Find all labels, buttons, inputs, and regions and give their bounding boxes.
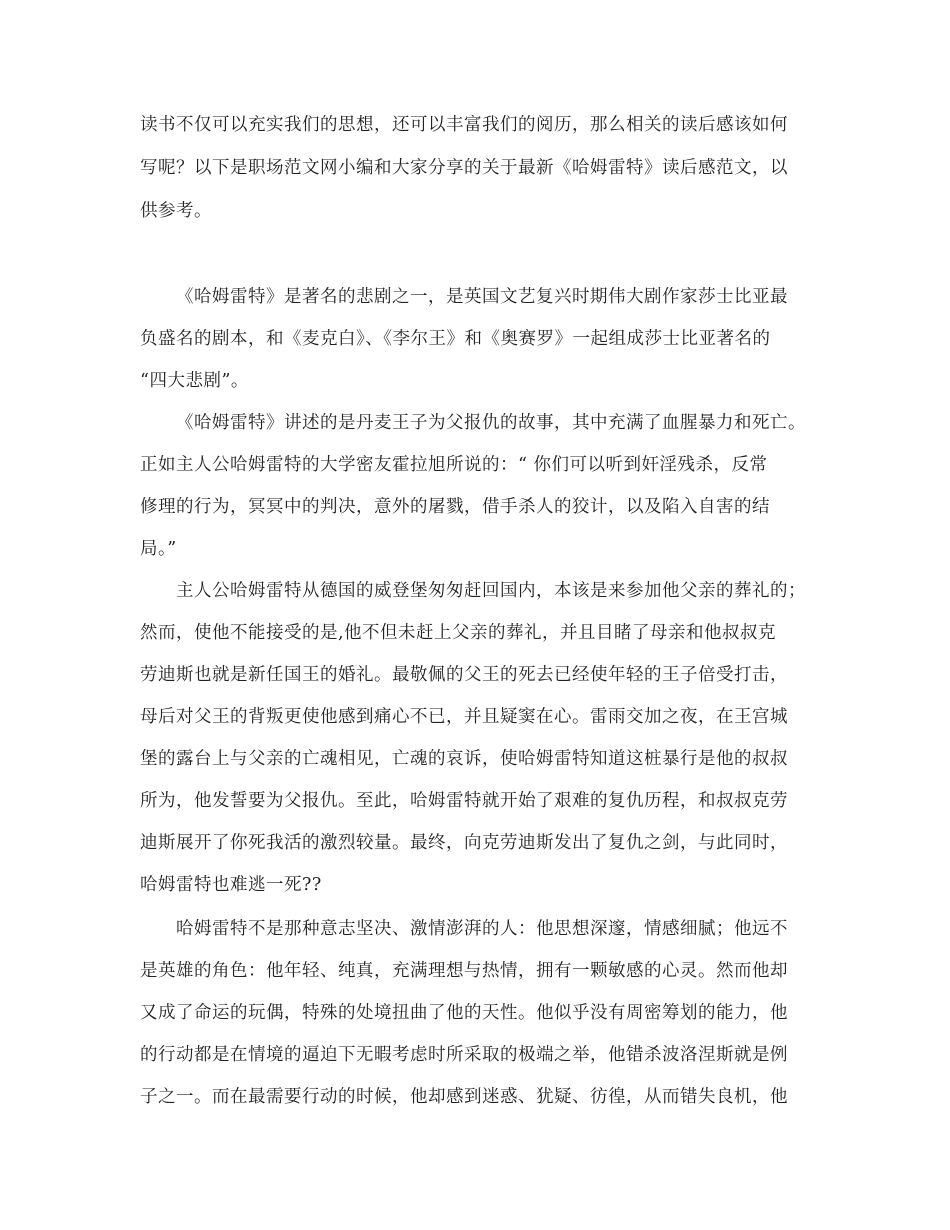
p2-line-3: 修理的行为，冥冥中的判决，意外的屠戮，借手杀人的狡计，以及陷入自害的结 (140, 497, 770, 517)
p3-line-2: 然而，使他不能接受的是,他不但未赶上父亲的葬礼，并且目睹了母亲和他叔叔克 (140, 623, 777, 643)
p1-line-2: 负盛名的剧本，和《麦克白》、《李尔王》和《奥赛罗》一起组成莎士比亚著名的 (140, 329, 771, 349)
p1-line-1: 《哈姆雷特》是著名的悲剧之一，是英国文艺复兴时期伟大剧作家莎士比亚最 (176, 287, 788, 307)
p1-line-3: “四大悲剧”。 (140, 371, 249, 391)
intro-line-1: 读书不仅可以充实我们的思想，还可以丰富我们的阅历，那么相关的读后感该如何 (140, 115, 788, 135)
p2-line-1: 《哈姆雷特》讲述的是丹麦王子为父报仇的故事，其中充满了血腥暴力和死亡。 (176, 413, 806, 433)
p4-line-3: 又成了命运的玩偶，特殊的处境扭曲了他的天性。他似乎没有周密筹划的能力，他 (140, 1003, 788, 1023)
p2-line-2: 正如主人公哈姆雷特的大学密友霍拉旭所说的：“ 你们可以听到奸淫残杀，反常 (140, 455, 768, 475)
p4-line-5: 子之一。而在最需要行动的时候，他却感到迷惑、犹疑、彷徨，从而错失良机，他 (140, 1087, 788, 1107)
p3-line-7: 迪斯展开了你死我活的激烈较量。最终，向克劳迪斯发出了复仇之剑，与此同时， (140, 833, 788, 853)
p4-line-1: 哈姆雷特不是那种意志坚决、激情澎湃的人：他思想深邃，情感细腻；他远不 (176, 919, 788, 939)
p3-line-5: 堡的露台上与父亲的亡魂相见，亡魂的哀诉，使哈姆雷特知道这桩暴行是他的叔叔 (140, 749, 788, 769)
p3-line-3: 劳迪斯也就是新任国王的婚礼。最敬佩的父王的死去已经使年轻的王子倍受打击， (140, 665, 788, 685)
p3-line-8: 哈姆雷特也难逃一死?? (140, 875, 322, 895)
p3-line-4: 母后对父王的背叛更使他感到痛心不已，并且疑窦在心。雷雨交加之夜，在王宫城 (140, 707, 788, 727)
p3-line-6: 所为，他发誓要为父报仇。至此，哈姆雷特就开始了艰难的复仇历程，和叔叔克劳 (140, 791, 788, 811)
p2-line-4: 局。” (140, 539, 177, 559)
p4-line-2: 是英雄的角色：他年轻、纯真，充满理想与热情，拥有一颗敏感的心灵。然而他却 (140, 961, 788, 981)
p3-line-1: 主人公哈姆雷特从德国的威登堡匆匆赶回国内，本该是来参加他父亲的葬礼的； (176, 581, 806, 601)
intro-line-3: 供参考。 (140, 201, 212, 221)
intro-line-2: 写呢？以下是职场范文网小编和大家分享的关于最新《哈姆雷特》读后感范文，以 (140, 158, 788, 178)
p4-line-4: 的行动都是在情境的逼迫下无暇考虑时所采取的极端之举，他错杀波洛涅斯就是例 (140, 1045, 788, 1065)
